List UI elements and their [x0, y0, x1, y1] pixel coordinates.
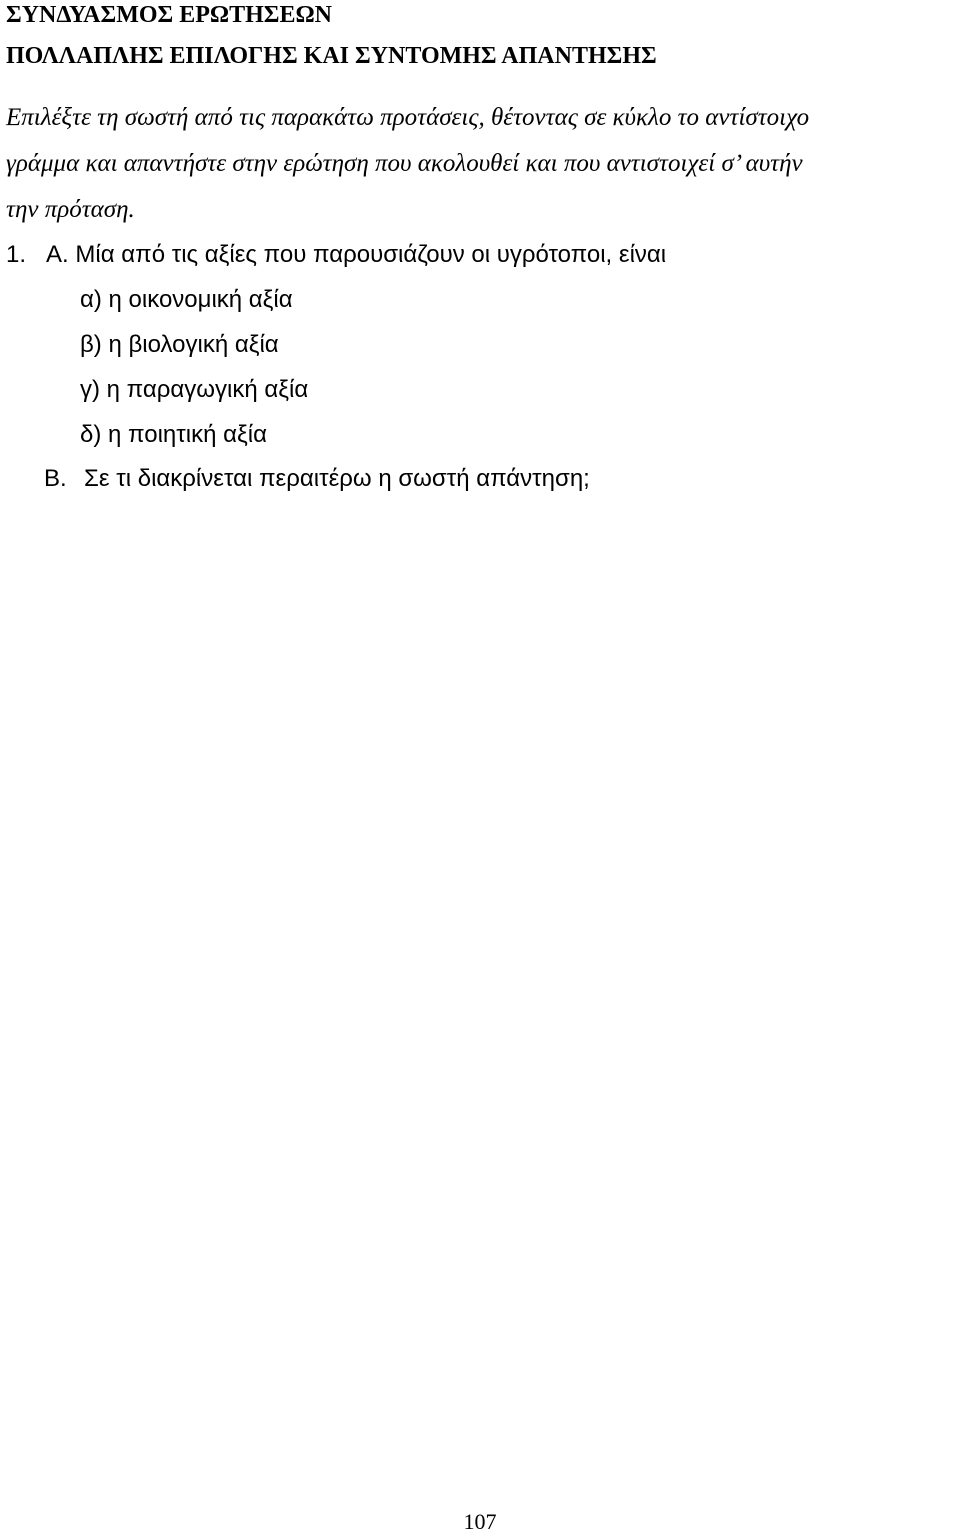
option-b: β) η βιολογική αξία	[80, 331, 279, 358]
page-number: 107	[463, 1509, 497, 1534]
question-1-part-a	[6, 240, 666, 270]
question-number: 1.	[6, 241, 27, 268]
title-line-1: ΣΥΝΔΥΑΣΜΟΣ ΕΡΩΤΗΣΕΩΝ	[6, 2, 333, 28]
option-c: γ) η παραγωγική αξία	[80, 376, 309, 403]
part-b-label: Β.	[44, 465, 67, 492]
title-line-2: ΠΟΛΛΑΠΛΗΣ ΕΠΙΛΟΓΗΣ ΚΑΙ ΣΥΝΤΟΜΗΣ ΑΠΑΝΤΗΣΗΣ	[6, 43, 657, 69]
question-1-part-b	[44, 464, 590, 494]
option-d: δ) η ποιητική αξία	[80, 421, 267, 448]
part-b-text: Σε τι διακρίνεται περαιτέρω η σωστή απάντηση;	[84, 465, 590, 492]
instructions-line-2: γράμμα και απαντήστε στην ερώτηση που ακολουθεί και που αντιστοιχεί σ’ αυτήν	[6, 150, 803, 177]
instructions-line-1: Επιλέξτε τη σωστή από τις παρακάτω προτάσεις, θέτοντας σε κύκλο το αντίστοιχο	[6, 104, 810, 131]
option-a: α) η οικονομική αξία	[80, 286, 293, 313]
part-a-text: Μία από τις αξίες που παρουσιάζουν οι υγρότοποι, είναι	[75, 241, 667, 268]
instructions-line-3: την πρόταση.	[6, 196, 135, 223]
part-a-label: Α.	[46, 241, 69, 268]
